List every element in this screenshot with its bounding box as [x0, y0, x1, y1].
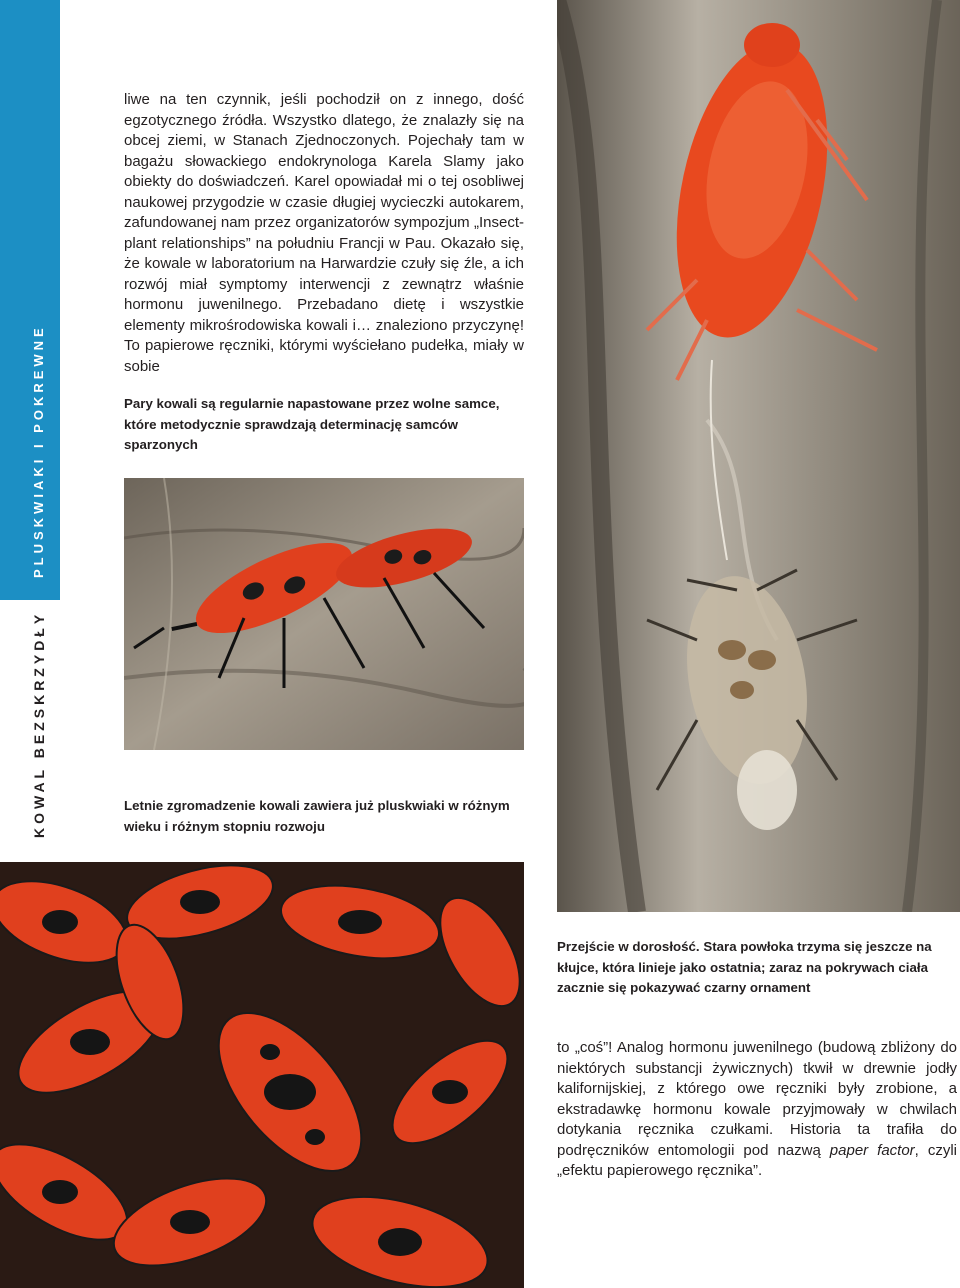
caption-molt: Przejście w dorosłość. Stara powłoka trzyma się jeszcze na kłujce, która linieje jako ostatnia; zaraz na pokrywach ciała zacznie się pokazywać czarny ornament — [557, 939, 932, 995]
caption-mating-pair: Pary kowali są regularnie napastowane przez wolne samce, które metodycznie sprawdzają determinację samców sparzonych — [124, 396, 500, 452]
section-label-top: PLUSKWIAKI I POKREWNE — [31, 324, 46, 578]
photo-aggregation — [0, 862, 524, 1288]
caption-aggregation: Letnie zgromadzenie kowali zawiera już pluskwiaki w różnym wieku i różnym stopniu rozwoju — [124, 798, 510, 834]
section-label-bottom: KOWAL BEZSKRZYDŁY — [31, 610, 47, 838]
body-text-column-1: liwe na ten czynnik, jeśli pochodził on z innego, dość egzotycznego źródła. Wszystko dlatego, że znalazły się na obcej ziemi, w Stanach Zjednoczonych. Pojechały tam w bagażu słowackiego endokrynologa Karela Slamy jako obiekty do doświadczeń. Karel opowiadał mi o tej osobliwej naukowej przygodzie w czasie długiej wycieczki autokarem, zafundowanej nam przez organizatorów sympozjum „Insect-plant relationships” na południu Francji w Pau. Okazało się, że kowale w laboratorium na Harwardzie czuły się źle, a ich rozwój miał symptomy interwencji z zewnątrz właśnie hormonu juwenilnego. Przebadano dietę i wszystkie elementy mikrośrodowiska kowali i… znaleziono przyczynę! To papierowe ręczniki, którymi wyściełano pudełka, miały w sobie — [124, 91, 524, 375]
body-text-column-2 — [557, 1038, 957, 1182]
paper-factor-term: paper factor — [829, 1141, 915, 1159]
photo-mating-pair — [124, 478, 524, 750]
body-text-column-2-before: to „coś”! Analog hormonu juwenilnego (budową zbliżony do niektórych substancji żywicznych) tkwił w drewnie jodły kalifornijskiej, z którego owe ręczniki były zrobione, a ekstradawkę hormonu kowale przyjmowały w chwilach dotykania ręcznika czułkami. Historia ta trafiła do podręczników entomologii pod nazwą — [557, 1039, 957, 1159]
photo-molting-bug — [557, 0, 960, 912]
sidebar-accent-bar — [0, 0, 60, 600]
body-text-column-2-after: , czyli „efektu papierowego ręcznika”. — [557, 1141, 957, 1179]
